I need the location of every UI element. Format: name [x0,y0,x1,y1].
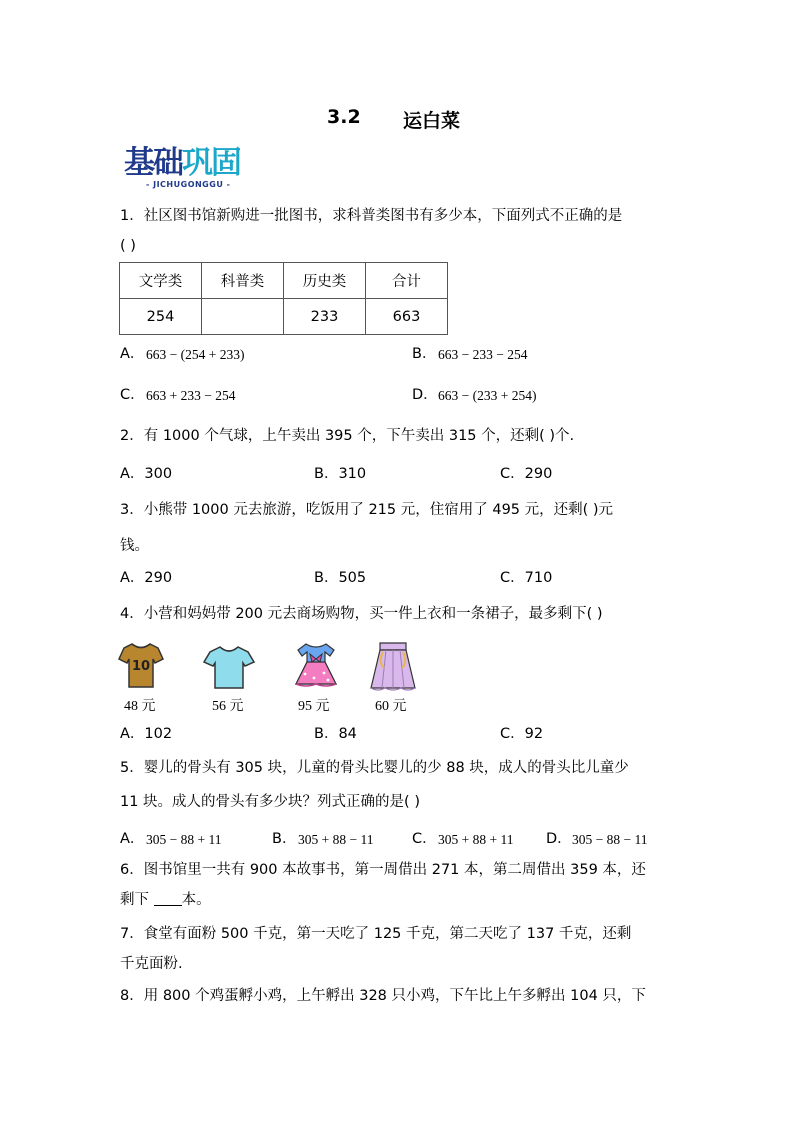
option-text: 84 [338,726,357,742]
option-key: A． [120,570,145,586]
table-cell: 233 [284,299,366,335]
q1-option-c-key: C． [120,387,145,403]
option-text: 92 [524,726,544,742]
option-key: B． [314,466,339,482]
q5-option-a: 305 − 88 + 11 [146,832,222,847]
q1-option-c: 663 + 233 − 254 [146,388,236,403]
q5-option-b-key: B． [272,831,297,847]
option-key: C． [500,570,525,586]
q1-option-a: 663 − (254 + 233) [146,347,245,362]
option-key: A． [120,726,145,742]
table-cell: 663 [366,299,448,335]
option-text: 290 [144,570,173,586]
table-header-cell: 文学类 [120,263,202,299]
table-header-row [120,263,448,299]
q5-option-c: 305 + 88 + 11 [438,832,514,847]
option-key: A． [120,466,145,482]
q8-stem: 8．用 800 个鸡蛋孵小鸡，上午孵出 328 只小鸡，下午比上午多孵出 104 只，下 [120,988,646,1004]
tshirt-brown-icon [118,641,164,689]
table-cell [202,299,284,335]
option-key: B． [314,570,339,586]
q4-option-c [500,724,543,744]
table-header-cell: 科普类 [202,263,284,299]
q1-option-d: 663 − (233 + 254) [438,388,537,403]
price-label: 48 元 [124,699,156,714]
q6-stem-cont [120,890,211,910]
q4-option-a [120,724,172,744]
option-key: C． [500,466,525,482]
q1-option-b: 663 − 233 − 254 [438,347,528,362]
jersey-number: 10 [131,659,151,674]
option-key: C． [500,726,525,742]
q4-stem: 4．小营和妈妈带 200 元去商场购物，买一件上衣和一条裙子，最多剩下( ) [120,606,603,622]
q2-option-b [314,464,366,484]
price-label: 60 元 [375,699,407,714]
option-key: B． [314,726,339,742]
q1-option-a-key: A． [120,346,145,362]
table-header-cell: 合计 [366,263,448,299]
q3-stem-cont: 钱。 [120,538,149,554]
banner-logo [124,146,266,190]
q5-option-d-key: D． [546,831,572,847]
q1-answer-paren: ( ) [120,238,136,254]
q7-stem: 7．食堂有面粉 500 千克，第一天吃了 125 千克，第二天吃了 137 千克，还剩 [120,926,632,942]
q6-text-b: 本。 [181,892,211,908]
table-header-cell: 历史类 [284,263,366,299]
q5-option-a-key: A． [120,831,145,847]
q5-option-c-key: C． [412,831,437,847]
option-text: 505 [338,570,367,586]
q6-text-a: 剩下 [120,892,154,908]
answer-blank[interactable] [154,891,182,906]
q6-stem: 6．图书馆里一共有 900 本故事书，第一周借出 271 本，第二周借出 359 本，还 [120,862,646,878]
table-row [120,299,448,335]
q1-stem: 1．社区图书馆新购进一批图书，求科普类图书有多少本，下面列式不正确的是 [120,208,623,224]
q5-stem: 5．婴儿的骨头有 305 块，儿童的骨头比婴儿的少 88 块，成人的骨头比儿童少 [120,760,629,776]
dress-pink-icon [292,640,340,690]
price-label: 95 元 [298,699,330,714]
option-text: 710 [524,570,553,586]
q4-option-b [314,724,357,744]
q2-stem: 2．有 1000 个气球，上午卖出 395 个，下午卖出 315 个，还剩( )个. [120,428,575,444]
option-text: 310 [338,466,367,482]
q1-table [119,262,448,335]
q2-option-a [120,464,172,484]
q3-option-a [120,568,172,588]
q3-option-b [314,568,366,588]
skirt-lavender-icon [368,640,418,692]
q1-option-b-key: B． [412,346,437,362]
banner-subtitle: - JICHUGONGGU - [146,180,231,189]
page-title: 运白菜 [403,110,461,132]
q7-stem-cont: 千克面粉. [120,956,183,972]
q5-option-d: 305 − 88 − 11 [572,832,648,847]
option-text: 300 [144,466,173,482]
q2-option-c [500,464,552,484]
section-number: 3.2 [327,106,361,128]
q5-option-b: 305 + 88 − 11 [298,832,374,847]
table-cell: 254 [120,299,202,335]
option-text: 102 [144,726,173,742]
q1-option-d-key: D． [412,387,438,403]
option-text: 290 [524,466,553,482]
q3-stem: 3．小熊带 1000 元去旅游，吃饭用了 215 元，住宿用了 495 元，还剩( )元 [120,502,614,518]
tshirt-cyan-icon [203,644,255,690]
price-label: 56 元 [212,699,244,714]
q3-option-c [500,568,552,588]
q5-stem-cont: 11 块。成人的骨头有多少块？列式正确的是( ) [120,794,420,810]
banner-text: 基础巩固 [124,145,240,181]
